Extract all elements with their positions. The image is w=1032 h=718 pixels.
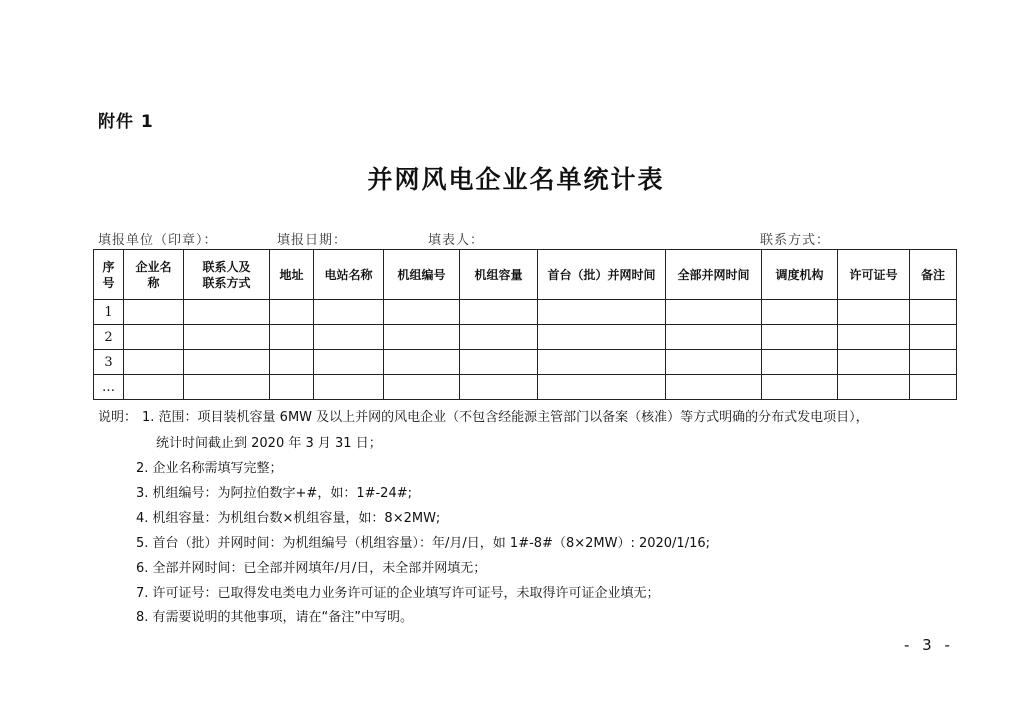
header-cell: 首台（批）并网时间 (538, 250, 666, 300)
header-cell: 企业名称 (124, 250, 184, 300)
row-number: 1 (94, 300, 124, 325)
table-row (94, 325, 957, 350)
row-number: 3 (94, 350, 124, 375)
header-cell: 机组编号 (384, 250, 460, 300)
fill-date-label: 填报日期： (277, 233, 348, 248)
note-line: 统计时间截止到 2020 年 3 月 31 日； (156, 436, 382, 451)
table-row (94, 375, 957, 400)
header-row (94, 250, 957, 300)
header-cell: 联系人及联系方式 (184, 250, 270, 300)
fill-person-label: 填表人： (428, 233, 485, 248)
document-title: 并网风电企业名单统计表 (367, 165, 665, 194)
roster-table (93, 249, 957, 400)
page-number: - 3 - (904, 636, 954, 654)
note-line: 2. 企业名称需填写完整； (136, 461, 283, 476)
attachment-label: 附件 1 (98, 112, 154, 132)
table-row (94, 350, 957, 375)
header-cell: 全部并网时间 (666, 250, 762, 300)
row-number: 2 (94, 325, 124, 350)
header-cell: 备注 (910, 250, 957, 300)
header-cell: 电站名称 (314, 250, 384, 300)
note-line: 6. 全部并网时间：已全部并网填年/月/日，未全部并网填无； (136, 561, 487, 576)
header-cell: 地址 (270, 250, 314, 300)
header-cell: 许可证号 (838, 250, 910, 300)
note-line: 8. 有需要说明的其他事项，请在“备注”中写明。 (136, 610, 414, 625)
header-cell: 序号 (94, 250, 124, 300)
header-cell: 调度机构 (762, 250, 838, 300)
notes-prefix: 说明： (98, 410, 138, 425)
note-line: 1. 范围：项目装机容量 6MW 及以上并网的风电企业（不包含经能源主管部门以备案（核准）等方式明确的分布式发电项目）， (142, 410, 869, 425)
note-line: 4. 机组容量：为机组台数×机组容量，如：8×2MW; (136, 511, 441, 526)
note-line: 5. 首台（批）并网时间：为机组编号（机组容量）：年/月/日，如 1#-8#（8×2MW）: 2020/1/16; (136, 536, 710, 551)
header-cell: 机组容量 (460, 250, 538, 300)
note-line: 7. 许可证号：已取得发电类电力业务许可证的企业填写许可证号，未取得许可证企业填无； (136, 586, 660, 601)
fill-unit-label: 填报单位（印章）： (98, 233, 218, 248)
fill-contact-label: 联系方式： (760, 233, 831, 248)
table-row (94, 300, 957, 325)
note-line: 3. 机组编号：为阿拉伯数字+#，如：1#-24#; (136, 486, 412, 501)
row-number: … (94, 375, 124, 400)
